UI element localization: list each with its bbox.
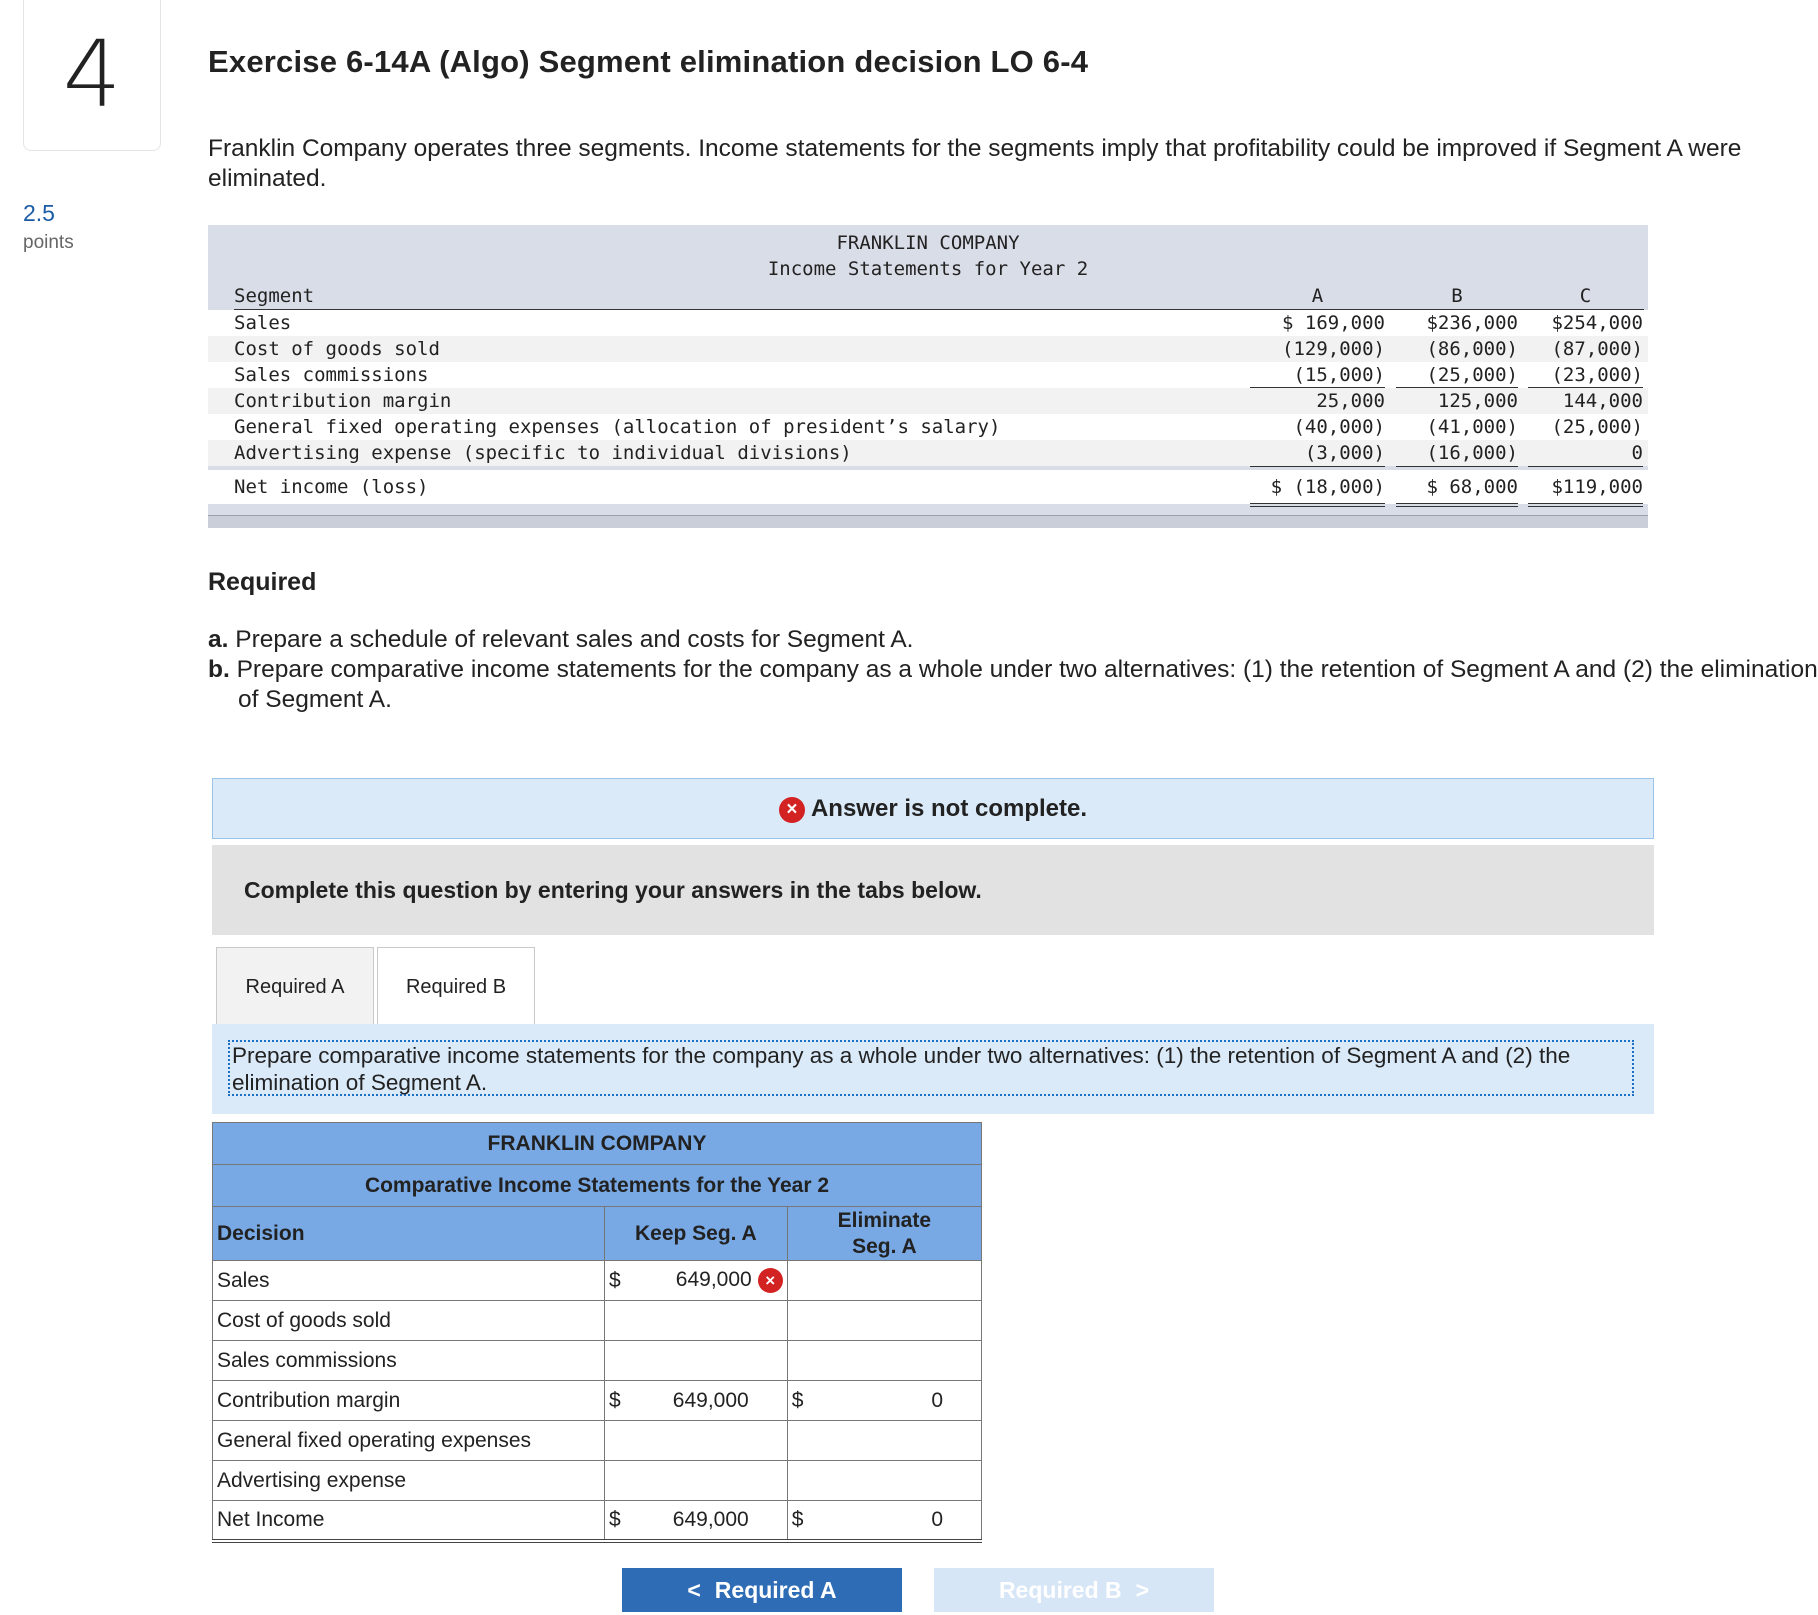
value-c: 0 (1631, 442, 1643, 464)
elim-commissions-input[interactable] (817, 1341, 981, 1381)
currency-sign (787, 1461, 817, 1501)
table-row-cogs (213, 1301, 982, 1341)
value-a: 25,000 (1316, 390, 1385, 412)
double-underline-b (1396, 503, 1518, 507)
elim-cogs-input[interactable] (817, 1301, 981, 1341)
currency-sign: $ (787, 1501, 817, 1541)
points-value: 2.5 (23, 200, 55, 226)
keep-advertising-input[interactable] (635, 1461, 788, 1501)
keep-general-fixed-input[interactable] (635, 1421, 788, 1461)
underline-b (1396, 387, 1518, 388)
required-heading: Required (208, 568, 317, 596)
item-text: Prepare comparative income statements for the company as a whole under two alternatives: (1) the retention of Segment A and (2) the elimination of Segment A. (236, 656, 1818, 713)
table-row-commissions (213, 1341, 982, 1381)
value-c: 144,000 (1562, 390, 1643, 412)
cell-value: 649,000 (675, 1268, 752, 1292)
currency-sign (605, 1461, 635, 1501)
value-b: (16,000) (1426, 442, 1518, 464)
value-b: 125,000 (1437, 390, 1518, 412)
value-c: (87,000) (1551, 338, 1643, 360)
status-message: Answer is not complete. (810, 795, 1088, 822)
underline-c (1528, 387, 1643, 388)
required-item-b (208, 655, 1818, 715)
incorrect-x-icon: × (758, 1268, 783, 1293)
currency-sign (605, 1421, 635, 1461)
header-line-2: Seg. A (852, 1234, 917, 1258)
button-label: Required B (998, 1577, 1122, 1603)
value-b: (41,000) (1426, 416, 1518, 438)
keep-cogs-input[interactable] (635, 1301, 788, 1341)
statement-subtitle: Income Statements for Year 2 (767, 258, 1089, 280)
row-label: Cost of goods sold (213, 1301, 605, 1341)
segment-label: Segment (234, 285, 315, 307)
row-label: Net Income (213, 1501, 605, 1541)
currency-sign: $ (787, 1381, 817, 1421)
currency-sign: $ (605, 1261, 635, 1301)
value-b: (25,000) (1426, 364, 1518, 386)
keep-seg-a-header: Keep Seg. A (605, 1207, 788, 1261)
item-letter: b. (208, 656, 230, 683)
instruction-bar: Complete this question by entering your answers in the tabs below. (212, 845, 1654, 935)
exercise-title: Exercise 6-14A (Algo) Segment elimination decision LO 6-4 (208, 44, 1089, 79)
statement-row-commissions (208, 362, 1648, 388)
chevron-left-icon: < (687, 1577, 701, 1603)
value-c: (23,000) (1551, 364, 1643, 386)
row-label: Sales (234, 312, 292, 334)
value-a: (15,000) (1293, 364, 1385, 386)
keep-net-income-value: 649,000 (635, 1501, 788, 1541)
underline-a (1250, 387, 1385, 388)
currency-sign: $ (605, 1501, 635, 1541)
statement-header-row (208, 283, 1648, 309)
currency-sign (605, 1341, 635, 1381)
currency-sign (787, 1301, 817, 1341)
currency-sign (787, 1341, 817, 1381)
button-label: Required A (714, 1577, 837, 1603)
value-a: (129,000) (1282, 338, 1385, 360)
statement-row-general-fixed (208, 414, 1648, 440)
keep-commissions-input[interactable] (635, 1341, 788, 1381)
column-b-header: B (1451, 285, 1463, 307)
underline-b2 (1396, 466, 1518, 467)
statement-company: FRANKLIN COMPANY (836, 232, 1020, 254)
statement-row-advertising (208, 440, 1648, 466)
comparative-income-table (212, 1122, 982, 1543)
currency-sign (605, 1301, 635, 1341)
value-a: $ 169,000 (1282, 312, 1385, 334)
item-letter: a. (208, 626, 229, 653)
chevron-right-icon: > (1135, 1577, 1150, 1603)
elim-sales-input[interactable] (817, 1261, 981, 1301)
statement-footer-bar (208, 515, 1648, 528)
row-label: Sales commissions (213, 1341, 605, 1381)
table-row-advertising (213, 1461, 982, 1501)
row-label: Net income (loss) (234, 476, 429, 498)
table-row-net-income (213, 1501, 982, 1541)
value-b: $236,000 (1426, 312, 1518, 334)
decision-header: Decision (213, 1207, 605, 1261)
column-a-header: A (1311, 285, 1324, 307)
double-underline-c (1528, 503, 1643, 507)
item-text: Prepare a schedule of relevant sales and costs for Segment A. (235, 626, 914, 653)
row-label: Advertising expense (specific to individual divisions) (234, 442, 852, 464)
tab-required-b[interactable]: Required B (377, 947, 535, 1025)
currency-sign: $ (605, 1381, 635, 1421)
elim-net-income-value: 0 (817, 1501, 981, 1541)
points-label: points (23, 232, 74, 253)
question-number: 4 (23, 0, 161, 151)
row-label: Contribution margin (234, 390, 452, 412)
value-a: (3,000) (1304, 442, 1385, 464)
elim-general-fixed-input[interactable] (817, 1421, 981, 1461)
underline-c2 (1528, 466, 1643, 467)
task-prompt: Prepare comparative income statements for the company as a whole under two alternatives: (1) the retention of Segment A and (2) the elimination of Segment A. (228, 1040, 1634, 1096)
statement-row-net-income (208, 470, 1648, 504)
tab-required-a[interactable]: Required A (216, 947, 374, 1025)
column-c-header: C (1579, 285, 1592, 307)
header-line-1: Eliminate (837, 1208, 932, 1232)
value-c: $119,000 (1551, 476, 1643, 498)
elim-advertising-input[interactable] (817, 1461, 981, 1501)
table-row-sales (213, 1261, 982, 1301)
value-a: (40,000) (1293, 416, 1385, 438)
exercise-intro: Franklin Company operates three segments. Income statements for the segments imply that profitability could be improved if Segment A were eliminated. (208, 135, 1742, 192)
value-b: $ 68,000 (1426, 476, 1518, 498)
row-label: General fixed operating expenses (allocation of president’s salary) (234, 416, 1001, 438)
currency-sign (787, 1421, 817, 1461)
answer-status-banner (212, 778, 1654, 839)
statement-row-contribution (208, 388, 1648, 414)
statement-row-cogs (208, 336, 1648, 362)
row-label: Advertising expense (213, 1461, 605, 1501)
statement-row-sales (208, 310, 1648, 336)
currency-sign (787, 1261, 817, 1301)
row-label: Cost of goods sold (234, 338, 440, 360)
keep-sales-input[interactable] (635, 1261, 788, 1301)
value-b: (86,000) (1426, 338, 1518, 360)
value-c: $254,000 (1551, 312, 1643, 334)
table-row-general-fixed (213, 1421, 982, 1461)
table-row-contribution (213, 1381, 982, 1421)
error-x-icon: × (779, 797, 805, 823)
row-label: Contribution margin (213, 1381, 605, 1421)
row-label: Sales commissions (234, 364, 429, 386)
required-item-a (208, 625, 1808, 655)
value-c: (25,000) (1551, 416, 1643, 438)
comparative-company: FRANKLIN COMPANY (213, 1123, 982, 1165)
underline-a2 (1250, 466, 1385, 467)
double-underline-a (1250, 503, 1385, 507)
eliminate-seg-a-header (787, 1207, 981, 1261)
value-a: $ (18,000) (1270, 476, 1385, 498)
elim-contribution-value: 0 (817, 1381, 981, 1421)
row-label: Sales (213, 1261, 605, 1301)
comparative-title: Comparative Income Statements for the Year 2 (213, 1165, 982, 1207)
next-required-b-button[interactable] (934, 1568, 1214, 1612)
prev-required-a-button[interactable] (622, 1568, 902, 1612)
keep-contribution-value: 649,000 (635, 1381, 788, 1421)
row-label: General fixed operating expenses (213, 1421, 605, 1461)
